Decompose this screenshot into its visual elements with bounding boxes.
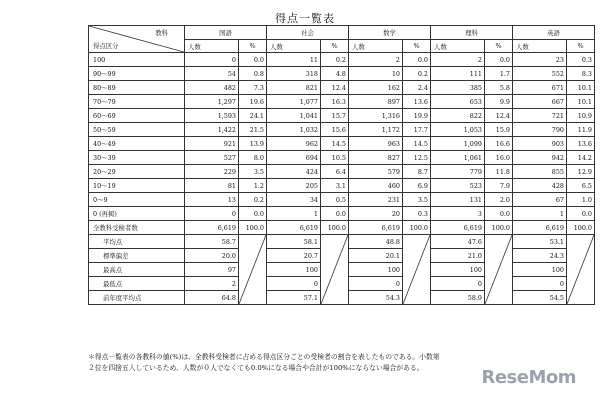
band-label: 80～89	[89, 81, 185, 95]
percent-cell: 100.0	[567, 221, 595, 235]
percent-cell: 5.8	[485, 81, 513, 95]
score-band-row	[89, 165, 595, 179]
stat-value: 58.7	[185, 235, 239, 249]
stat-row	[89, 235, 595, 249]
percent-cell: 17.7	[403, 123, 431, 137]
percent-header: %	[321, 40, 349, 53]
stat-value: 57.1	[267, 291, 321, 305]
score-table-body	[89, 26, 595, 305]
stat-value: 20.7	[267, 249, 321, 263]
count-cell: 1,297	[185, 95, 239, 109]
stat-value: 100	[267, 263, 321, 277]
percent-cell: 14.5	[403, 137, 431, 151]
count-cell: 131	[431, 193, 485, 207]
percent-cell: 0.0	[239, 207, 267, 221]
count-cell: 1,422	[185, 123, 239, 137]
stat-value: 0	[513, 277, 567, 291]
count-cell: 318	[267, 67, 321, 81]
diagonal-line	[567, 235, 594, 304]
resemom-watermark-logo: ReseMom	[481, 367, 576, 388]
empty-diagonal-cell	[567, 235, 595, 305]
count-cell: 1	[267, 207, 321, 221]
score-band-row	[89, 207, 595, 221]
count-cell: 229	[185, 165, 239, 179]
count-cell: 6,619	[185, 221, 239, 235]
count-cell: 821	[267, 81, 321, 95]
percent-cell: 0.2	[321, 53, 349, 67]
percent-cell: 1.0	[567, 193, 595, 207]
percent-cell: 24.1	[239, 109, 267, 123]
percent-cell: 16.6	[485, 137, 513, 151]
total-label: 全教科受検者数	[89, 221, 185, 235]
stat-value: 64.8	[185, 291, 239, 305]
score-band-row	[89, 95, 595, 109]
score-band-row	[89, 123, 595, 137]
header-row-subjects	[89, 26, 595, 40]
percent-cell: 0.5	[321, 193, 349, 207]
percent-cell: 12.4	[485, 109, 513, 123]
corner-label-band: 得点区分	[93, 42, 119, 50]
stat-value: 21.0	[431, 249, 485, 263]
count-cell: 942	[513, 151, 567, 165]
count-cell: 921	[185, 137, 239, 151]
count-cell: 6,619	[513, 221, 567, 235]
count-cell: 1,077	[267, 95, 321, 109]
count-cell: 0	[185, 207, 239, 221]
count-cell: 67	[513, 193, 567, 207]
stat-value: 0	[349, 277, 403, 291]
footnote-line: ＊得点一覧表の各教科の値(%)は、全教科受検者に占める得点区分ごとの受検者の割合を表したものである。小数第	[88, 353, 440, 361]
percent-cell: 16.3	[321, 95, 349, 109]
band-label: 40～49	[89, 137, 185, 151]
percent-cell: 1.2	[239, 179, 267, 193]
total-row	[89, 221, 595, 235]
percent-cell: 100.0	[239, 221, 267, 235]
count-header: 人数	[185, 40, 239, 53]
count-cell: 1	[513, 207, 567, 221]
count-cell: 552	[513, 67, 567, 81]
score-table	[88, 25, 595, 305]
percent-cell: 2.4	[403, 81, 431, 95]
count-cell: 855	[513, 165, 567, 179]
count-cell: 1,172	[349, 123, 403, 137]
stat-label: 最高点	[89, 263, 185, 277]
diagonal-line	[321, 235, 348, 304]
count-cell: 694	[267, 151, 321, 165]
percent-cell: 2.0	[485, 193, 513, 207]
count-cell: 81	[185, 179, 239, 193]
count-cell: 111	[431, 67, 485, 81]
percent-cell: 0.0	[485, 53, 513, 67]
subject-header: 社会	[267, 26, 349, 40]
percent-cell: 14.2	[567, 151, 595, 165]
count-cell: 579	[349, 165, 403, 179]
count-cell: 231	[349, 193, 403, 207]
count-cell: 1,316	[349, 109, 403, 123]
count-cell: 653	[431, 95, 485, 109]
percent-cell: 10.1	[567, 81, 595, 95]
count-cell: 6,619	[349, 221, 403, 235]
empty-diagonal-cell	[485, 235, 513, 305]
band-label: 10～19	[89, 179, 185, 193]
count-cell: 827	[349, 151, 403, 165]
percent-cell: 13.6	[403, 95, 431, 109]
percent-cell: 100.0	[403, 221, 431, 235]
footnote	[88, 352, 518, 374]
empty-diagonal-cell	[239, 235, 267, 305]
stat-value: 54.5	[513, 291, 567, 305]
header-corner-cell	[89, 26, 185, 53]
percent-cell: 11.9	[567, 123, 595, 137]
score-band-row	[89, 179, 595, 193]
count-cell: 822	[431, 109, 485, 123]
percent-cell: 0.0	[485, 207, 513, 221]
score-band-row	[89, 81, 595, 95]
count-cell: 11	[267, 53, 321, 67]
count-cell: 0	[185, 53, 239, 67]
percent-cell: 10.5	[321, 151, 349, 165]
stat-value: 0	[431, 277, 485, 291]
stat-value: 48.8	[349, 235, 403, 249]
count-cell: 13	[185, 193, 239, 207]
percent-cell: 19.9	[403, 109, 431, 123]
percent-cell: 100.0	[485, 221, 513, 235]
score-band-row	[89, 137, 595, 151]
count-cell: 20	[349, 207, 403, 221]
percent-cell: 8.0	[239, 151, 267, 165]
stat-value: 53.1	[513, 235, 567, 249]
percent-cell: 10.9	[567, 109, 595, 123]
percent-cell: 15.6	[321, 123, 349, 137]
percent-cell: 12.4	[321, 81, 349, 95]
count-cell: 34	[267, 193, 321, 207]
percent-cell: 11.8	[485, 165, 513, 179]
percent-header: %	[567, 40, 595, 53]
percent-cell: 4.8	[321, 67, 349, 81]
band-label: 100	[89, 53, 185, 67]
percent-cell: 7.3	[239, 81, 267, 95]
count-cell: 963	[349, 137, 403, 151]
stat-value: 2	[185, 277, 239, 291]
stat-value: 54.3	[349, 291, 403, 305]
count-cell: 428	[513, 179, 567, 193]
stat-label: 標準偏差	[89, 249, 185, 263]
percent-cell: 0.0	[321, 207, 349, 221]
percent-cell: 3.5	[403, 193, 431, 207]
percent-cell: 0.3	[567, 53, 595, 67]
count-cell: 385	[431, 81, 485, 95]
score-band-row	[89, 151, 595, 165]
count-cell: 162	[349, 81, 403, 95]
percent-cell: 8.3	[567, 67, 595, 81]
percent-cell: 15.9	[485, 123, 513, 137]
count-cell: 1,032	[267, 123, 321, 137]
percent-cell: 0.2	[403, 67, 431, 81]
percent-header: %	[485, 40, 513, 53]
count-cell: 1,041	[267, 109, 321, 123]
percent-cell: 0.0	[403, 53, 431, 67]
percent-cell: 21.5	[239, 123, 267, 137]
percent-cell: 13.9	[239, 137, 267, 151]
count-cell: 205	[267, 179, 321, 193]
percent-cell: 3.5	[239, 165, 267, 179]
count-cell: 1,061	[431, 151, 485, 165]
percent-cell: 6.5	[567, 179, 595, 193]
footnote-line: ２位を四捨五入しているため、人数が０人でなくても0.0%になる場合や合計が100%にならない場合がある。	[88, 364, 424, 372]
count-cell: 3	[431, 207, 485, 221]
percent-cell: 100.0	[321, 221, 349, 235]
count-cell: 671	[513, 81, 567, 95]
diagonal-line	[403, 235, 430, 304]
percent-cell: 10.1	[567, 95, 595, 109]
subject-header: 数学	[349, 26, 431, 40]
percent-cell: 0.0	[239, 53, 267, 67]
percent-cell: 3.1	[321, 179, 349, 193]
band-label: 50～59	[89, 123, 185, 137]
count-cell: 1,099	[431, 137, 485, 151]
percent-cell: 12.9	[567, 165, 595, 179]
band-label: 0～9	[89, 193, 185, 207]
empty-diagonal-cell	[321, 235, 349, 305]
stat-value: 47.6	[431, 235, 485, 249]
count-cell: 460	[349, 179, 403, 193]
stat-value: 20.0	[185, 249, 239, 263]
stat-value: 97	[185, 263, 239, 277]
percent-cell: 15.7	[321, 109, 349, 123]
band-label: 70～79	[89, 95, 185, 109]
count-cell: 667	[513, 95, 567, 109]
band-label: 90～99	[89, 67, 185, 81]
diagonal-line	[239, 235, 266, 304]
band-label: 60～69	[89, 109, 185, 123]
band-label: 30～39	[89, 151, 185, 165]
stat-label: 平均点	[89, 235, 185, 249]
count-cell: 10	[349, 67, 403, 81]
score-band-row	[89, 193, 595, 207]
stat-value: 58.9	[431, 291, 485, 305]
count-cell: 1,593	[185, 109, 239, 123]
count-cell: 1,053	[431, 123, 485, 137]
count-cell: 2	[349, 53, 403, 67]
score-band-row	[89, 109, 595, 123]
empty-diagonal-cell	[403, 235, 431, 305]
percent-header: %	[239, 40, 267, 53]
percent-cell: 0.0	[567, 207, 595, 221]
count-cell: 903	[513, 137, 567, 151]
count-cell: 897	[349, 95, 403, 109]
band-label: 0 (再掲)	[89, 207, 185, 221]
percent-cell: 9.9	[485, 95, 513, 109]
percent-cell: 0.8	[239, 67, 267, 81]
table-title: 得点一覧表	[275, 12, 335, 25]
stat-label: 最低点	[89, 277, 185, 291]
percent-cell: 1.7	[485, 67, 513, 81]
count-cell: 424	[267, 165, 321, 179]
count-cell: 523	[431, 179, 485, 193]
stat-value: 0	[267, 277, 321, 291]
subject-header: 国語	[185, 26, 267, 40]
count-header: 人数	[267, 40, 321, 53]
count-header: 人数	[513, 40, 567, 53]
score-band-row	[89, 53, 595, 67]
count-cell: 721	[513, 109, 567, 123]
stat-value: 20.1	[349, 249, 403, 263]
count-cell: 779	[431, 165, 485, 179]
stat-label: 前年度平均点	[89, 291, 185, 305]
percent-cell: 13.6	[567, 137, 595, 151]
stat-value: 58.1	[267, 235, 321, 249]
count-cell: 962	[267, 137, 321, 151]
stat-value: 24.3	[513, 249, 567, 263]
stat-value: 100	[349, 263, 403, 277]
count-cell: 2	[431, 53, 485, 67]
count-cell: 790	[513, 123, 567, 137]
percent-cell: 6.9	[403, 179, 431, 193]
percent-cell: 6.4	[321, 165, 349, 179]
percent-header: %	[403, 40, 431, 53]
stat-value: 100	[513, 263, 567, 277]
diagonal-line	[485, 235, 512, 304]
count-cell: 54	[185, 67, 239, 81]
stat-value: 100	[431, 263, 485, 277]
subject-header: 理科	[431, 26, 513, 40]
count-cell: 482	[185, 81, 239, 95]
count-header: 人数	[431, 40, 485, 53]
subject-header: 英語	[513, 26, 595, 40]
score-band-row	[89, 67, 595, 81]
count-cell: 6,619	[431, 221, 485, 235]
percent-cell: 14.5	[321, 137, 349, 151]
count-cell: 23	[513, 53, 567, 67]
percent-cell: 12.5	[403, 151, 431, 165]
corner-label-subject: 教科	[155, 29, 168, 37]
percent-cell: 8.7	[403, 165, 431, 179]
percent-cell: 0.2	[239, 193, 267, 207]
band-label: 20～29	[89, 165, 185, 179]
percent-cell: 0.3	[403, 207, 431, 221]
count-cell: 527	[185, 151, 239, 165]
count-cell: 6,619	[267, 221, 321, 235]
percent-cell: 16.0	[485, 151, 513, 165]
count-header: 人数	[349, 40, 403, 53]
percent-cell: 19.6	[239, 95, 267, 109]
percent-cell: 7.9	[485, 179, 513, 193]
